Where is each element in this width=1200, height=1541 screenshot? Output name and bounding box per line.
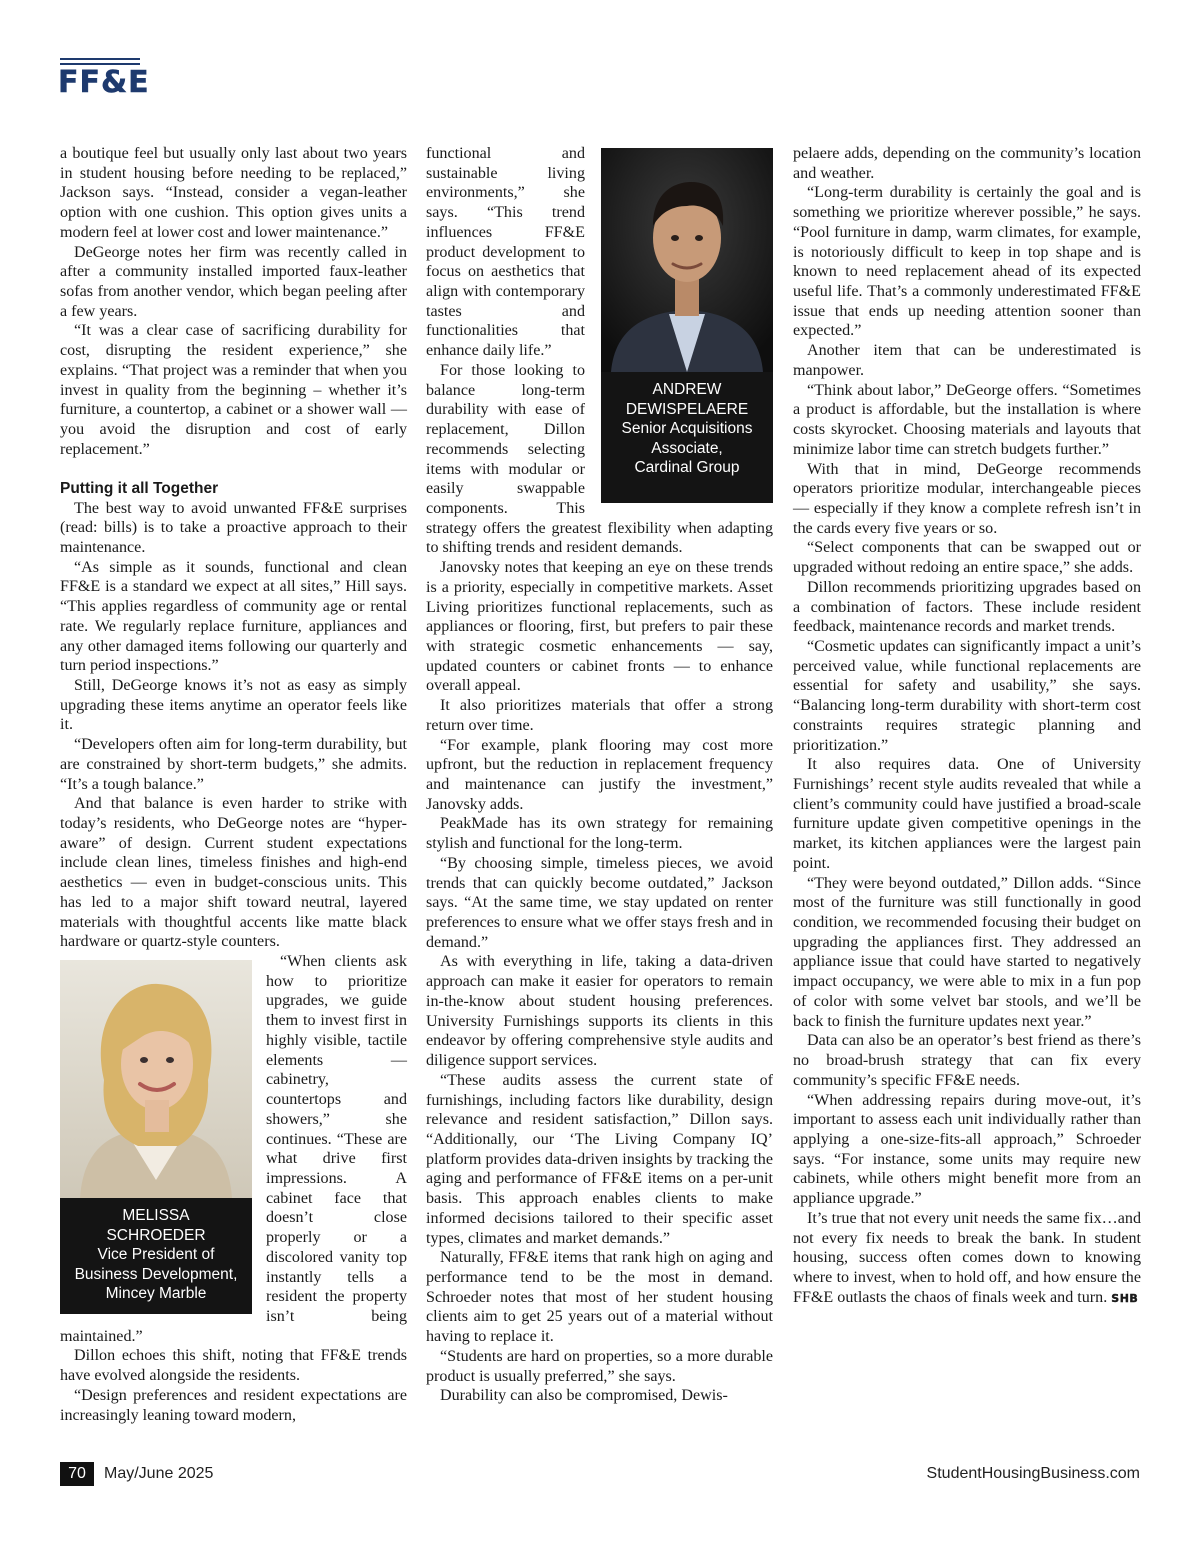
page-number: 70 bbox=[60, 1462, 94, 1486]
final-paragraph-text: It’s true that not every unit needs the same fix…and not every fix needs to break the bank. In student housing, success often comes down to knowing where to invest, when to hold off, and how ensure the FF&E outlasts the chaos of finals week and turn. bbox=[793, 1209, 1141, 1306]
caption-company: Mincey Marble bbox=[105, 1285, 207, 1303]
final-paragraph bbox=[793, 1209, 1141, 1309]
paragraph: “Cosmetic updates can significantly impact a unit’s perceived value, while functional replacements are essential for safety and usability,” she says. “Balancing long-term durability with short-term cost constraints requires strategic planning and prioritization.” bbox=[793, 637, 1141, 754]
paragraph: DeGeorge notes her firm was recently called in after a community installed imported faux-leather sofas from another vendor, which began peeling after a few years. bbox=[60, 243, 407, 320]
article-column-1 bbox=[60, 144, 407, 1425]
paragraph: It also requires data. One of University Furnishings’ recent style audits revealed that while a client’s community could have justified a broad-scale furniture update given competitive openings in the market, its kitchen appliances were the largest pain point. bbox=[793, 756, 1141, 872]
andrew-dewispelaere-photo bbox=[601, 148, 773, 503]
paragraph: And that balance is even harder to strike with today’s residents, who DeGeorge notes are “hyper-aware” of design. Current student expectations include clean lines, timeless finishes and high-end aesthetics — even in budget-conscious units. This has led to a major shift toward neutral, layered materials with thoughtful accents like matte black hardware or quartz-style counters. bbox=[60, 795, 407, 951]
paragraph: “Long-term durability is certainly the goal and is something we prioritize wherever possible,” he says. “Pool furniture in damp, warm climates, for example, is notoriously difficult to keep in top shape and is known to need replacement ahead of its expected useful life. That’s a commonly underestimated FF&E issue that ends up needing attention sooner than expected.” bbox=[793, 184, 1141, 340]
caption-title-line1: Senior Acquisitions bbox=[621, 420, 753, 437]
section-logo: FF&E bbox=[58, 65, 150, 100]
paragraph: Dillon echoes this shift, noting that FF&E trends have evolved alongside the residents. bbox=[60, 1347, 407, 1385]
caption-name-line1: MELISSA bbox=[122, 1207, 190, 1225]
paragraph: For those looking to balance long-term durability with ease of replacement, Dillon recommends selecting items with modular or easily swappable components. This strategy offers the greatest flexibility when adapting to shifting trends and resident demands. bbox=[426, 361, 773, 557]
paragraph: “By choosing simple, timeless pieces, we avoid trends that can quickly become outdated,” Jackson says. “At the same time, we stay updated on renter preferences to ensure what we offer stays fresh and in demand.” bbox=[426, 854, 773, 951]
paragraph: “When clients ask how to prioritize upgrades, we guide them to invest first in highly visible, tactile elements — cabinetry, countertops and showers,” she continues. “These are what drive first impressions. A cabinet face that doesn’t close properly or a discolored vanity top instantly tells a resident the property isn’t being maintained.” bbox=[60, 953, 407, 1345]
caption-title-line2: Business Development, bbox=[74, 1265, 238, 1283]
photo-caption bbox=[601, 372, 773, 478]
paragraph: a boutique feel but usually only last about two years in student housing before needing to be replaced,” Jackson says. “Instead, consider a vegan-leather option with one cushion. This option gives units a modern feel at lower cost and lower maintenance.” bbox=[60, 145, 407, 241]
paragraph: pelaere adds, depending on the community’s location and weather. bbox=[793, 145, 1141, 182]
headshot-image bbox=[601, 148, 773, 372]
paragraph: The best way to avoid unwanted FF&E surprises (read: bills) is to take a proactive approach to their maintenance. bbox=[60, 499, 407, 556]
caption-title-line1: Vice President of bbox=[97, 1246, 215, 1264]
headshot-image bbox=[60, 960, 252, 1198]
paragraph: “For example, plank flooring may cost more upfront, but the reduction in replacement frequency and maintenance can justify the investment,” Janovsky adds. bbox=[426, 736, 773, 813]
caption-name-line1: ANDREW bbox=[652, 381, 722, 398]
melissa-schroeder-photo bbox=[60, 960, 252, 1314]
caption-title-line2: Associate, bbox=[651, 439, 723, 457]
paragraph: PeakMade has its own strategy for remaining stylish and functional for the long-term. bbox=[426, 815, 773, 853]
article-column-2 bbox=[426, 144, 773, 1406]
shb-end-mark: SHB bbox=[1111, 1291, 1139, 1305]
paragraph: “It was a clear case of sacrificing durability for cost, disrupting the resident experience,” she explains. “That project was a reminder that when you invest in quality from the beginning – whether it’s furniture, a countertop, a cabinet or a shower wall — you avoid the disruption and cost of early replacement.” bbox=[60, 322, 407, 458]
website-url: StudentHousingBusiness.com bbox=[926, 1465, 1140, 1482]
paragraph: “They were beyond outdated,” Dillon adds. “Since most of the furniture was still functionally in good condition, we recommended focusing their budget on upgrading the appliances first. They addressed an appliance issue that could have started to negatively impact occupancy, we were able to mix in a fun pop of color with some velvet bar stools, and we’ll be back to finish the furniture updates next year.” bbox=[793, 874, 1141, 1030]
caption-company: Cardinal Group bbox=[634, 459, 740, 476]
paragraph: Janovsky notes that keeping an eye on these trends is a priority, especially in competitive markets. Asset Living prioritizes functional replacements, such as appliances or flooring, first, but prefers to pair these with strategic cosmetic enhancements — say, updated counters or cabinet fronts — to enhance overall appeal. bbox=[426, 559, 773, 695]
subhead: Putting it all Together bbox=[60, 479, 219, 497]
article-column-3 bbox=[793, 144, 1141, 1308]
caption-name-line2: SCHROEDER bbox=[106, 1226, 206, 1244]
paragraph: “Developers often aim for long-term durability, but are constrained by short-term budgets,” she admits. “It’s a tough balance.” bbox=[60, 736, 407, 793]
paragraph: “These audits assess the current state of furnishings, including factors like durability, design relevance and resident satisfaction,” Dillon says. “Additionally, our ‘The Living Company IQ’ platform provides data-driven insights by tracking the aging and performance of FF&E items on a per-unit basis. This approach enables clients to make informed decisions tailored to their specific asset types, climates and market demands.” bbox=[426, 1071, 773, 1247]
paragraph: “Students are hard on properties, so a more durable product is usually preferred,” she says. bbox=[426, 1347, 773, 1385]
header-rule bbox=[60, 58, 140, 65]
paragraph: Another item that can be underestimated is manpower. bbox=[793, 342, 1141, 379]
paragraph: “Design preferences and resident expectations are increasingly leaning toward modern, bbox=[60, 1386, 407, 1424]
paragraph: “When addressing repairs during move-out, it’s important to assess each unit individually rather than applying a one-size-fits-all approach,” Schroeder says. “For instance, some units may require new cabinets, while others might benefit more from an appliance upgrade.” bbox=[793, 1091, 1141, 1208]
paragraph: As with everything in life, taking a data-driven approach can make it easier for operators to remain in-the-know about student housing preferences. University Furnishings supports its clients in this endeavor by offering comprehensive style audits and diligence support services. bbox=[426, 953, 773, 1070]
paragraph: Data can also be an operator’s best friend as there’s no broad-brush strategy that can fix every community’s specific FF&E needs. bbox=[793, 1032, 1141, 1089]
paragraph: With that in mind, DeGeorge recommends operators prioritize modular, interchangeable pieces — especially if they know a complete refresh isn’t in the cards every five years or so. bbox=[793, 460, 1141, 537]
paragraph: functional and sustainable living environments,” she says. “This trend influences FF&E product development to focus on aesthetics that align with contemporary tastes and functionalities that enhance daily life.” bbox=[426, 145, 585, 360]
paragraph: “Select components that can be swapped out or upgraded without redoing an entire space,” she adds. bbox=[793, 539, 1141, 577]
issue-date: May/June 2025 bbox=[104, 1465, 214, 1482]
paragraph: Naturally, FF&E items that rank high on aging and performance tend to be the most in demand. Schroeder notes that most of her student housing clients aim to get 25 years out of a material without having to replace it. bbox=[426, 1249, 773, 1346]
paragraph: Still, DeGeorge knows it’s not as easy as simply upgrading these items anytime an operator feels like it. bbox=[60, 676, 407, 734]
paragraph: “As simple as it sounds, functional and clean FF&E is a standard we expect at all sites,” Hill says. “This applies regardless of community age or rental rate. We regularly replace furniture, appliances and any other damaged items following our quarterly and turn period inspections.” bbox=[60, 558, 407, 675]
caption-name-line2: DEWISPELAERE bbox=[625, 400, 749, 418]
photo-caption bbox=[60, 1198, 252, 1304]
paragraph: “Think about labor,” DeGeorge offers. “Sometimes a product is affordable, but the installation is where costs skyrocket. Choosing materials and layouts that minimize labor time can stretch budgets further.” bbox=[793, 381, 1141, 458]
paragraph: It also prioritizes materials that offer a strong return over time. bbox=[426, 697, 773, 734]
paragraph: Dillon recommends prioritizing upgrades based on a combination of factors. These include resident feedback, maintenance records and market trends. bbox=[793, 578, 1141, 636]
paragraph: Durability can also be compromised, Dewis- bbox=[440, 1387, 728, 1405]
